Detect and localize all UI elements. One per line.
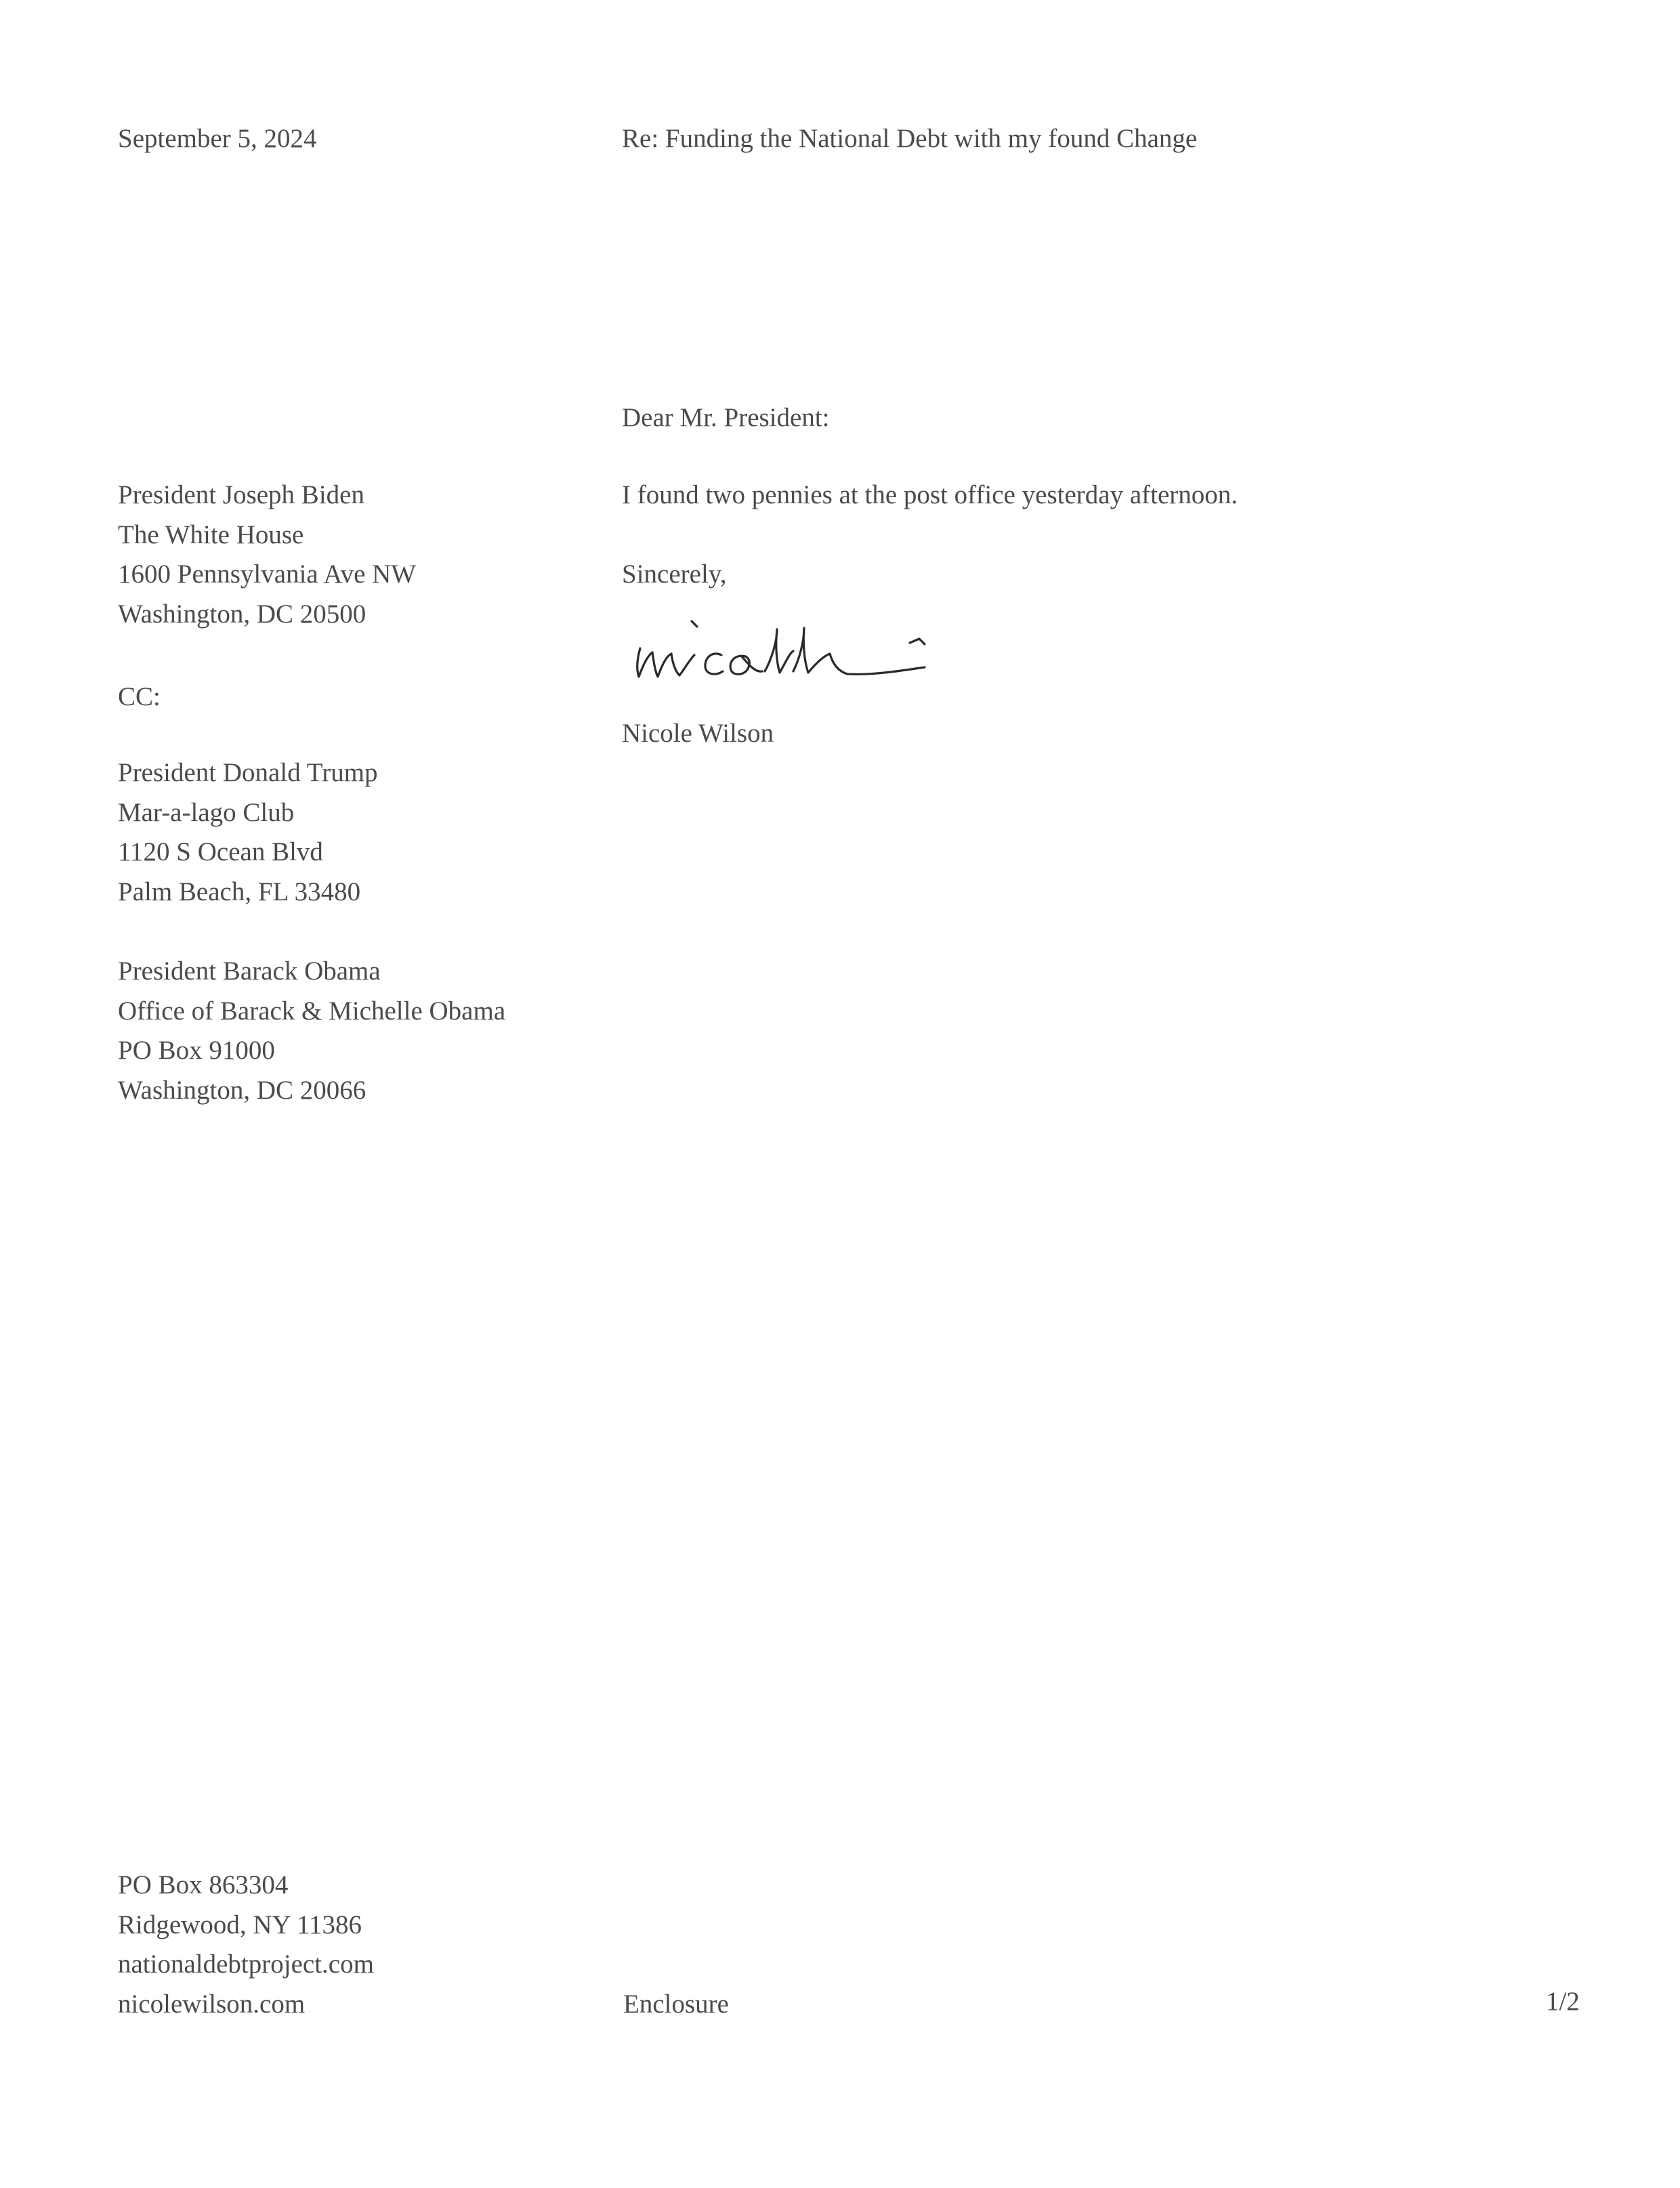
address-line: PO Box 91000 <box>118 1036 275 1065</box>
letter-date: September 5, 2024 <box>118 124 317 153</box>
address-line: Palm Beach, FL 33480 <box>118 877 361 906</box>
address-line: Mar-a-lago Club <box>118 797 295 827</box>
address-line: Washington, DC 20066 <box>118 1075 366 1105</box>
signer-name: Nicole Wilson <box>622 719 774 748</box>
address-line: PO Box 863304 <box>118 1870 289 1899</box>
address-line: Ridgewood, NY 11386 <box>118 1910 362 1939</box>
subject-line: Re: Funding the National Debt with my found Change <box>622 124 1198 153</box>
address-line: President Donald Trump <box>118 758 378 787</box>
enclosure-note: Enclosure <box>623 1990 729 2019</box>
body-text: I found two pennies at the post office yesterday afternoon. <box>622 480 1238 509</box>
cc-label: CC: <box>118 682 161 711</box>
sender-address <box>118 1866 374 2024</box>
website-link: nationaldebtproject.com <box>118 1950 374 1979</box>
website-link: nicolewilson.com <box>118 1989 306 2019</box>
address-line: President Barack Obama <box>118 956 381 986</box>
address-line: The White House <box>118 520 304 549</box>
recipient-address <box>118 476 416 634</box>
address-line: 1600 Pennsylvania Ave NW <box>118 560 417 589</box>
address-line: President Joseph Biden <box>118 480 364 509</box>
handwritten-signature <box>627 606 965 694</box>
cc-recipient-address <box>118 952 505 1110</box>
page-number: 1/2 <box>1546 1987 1580 2016</box>
address-line: Washington, DC 20500 <box>118 599 366 629</box>
address-line: Office of Barack & Michelle Obama <box>118 996 506 1026</box>
address-line: 1120 S Ocean Blvd <box>118 837 323 866</box>
salutation: Dear Mr. President: <box>622 403 830 432</box>
closing: Sincerely, <box>622 560 727 589</box>
cc-recipient-address <box>118 753 378 912</box>
